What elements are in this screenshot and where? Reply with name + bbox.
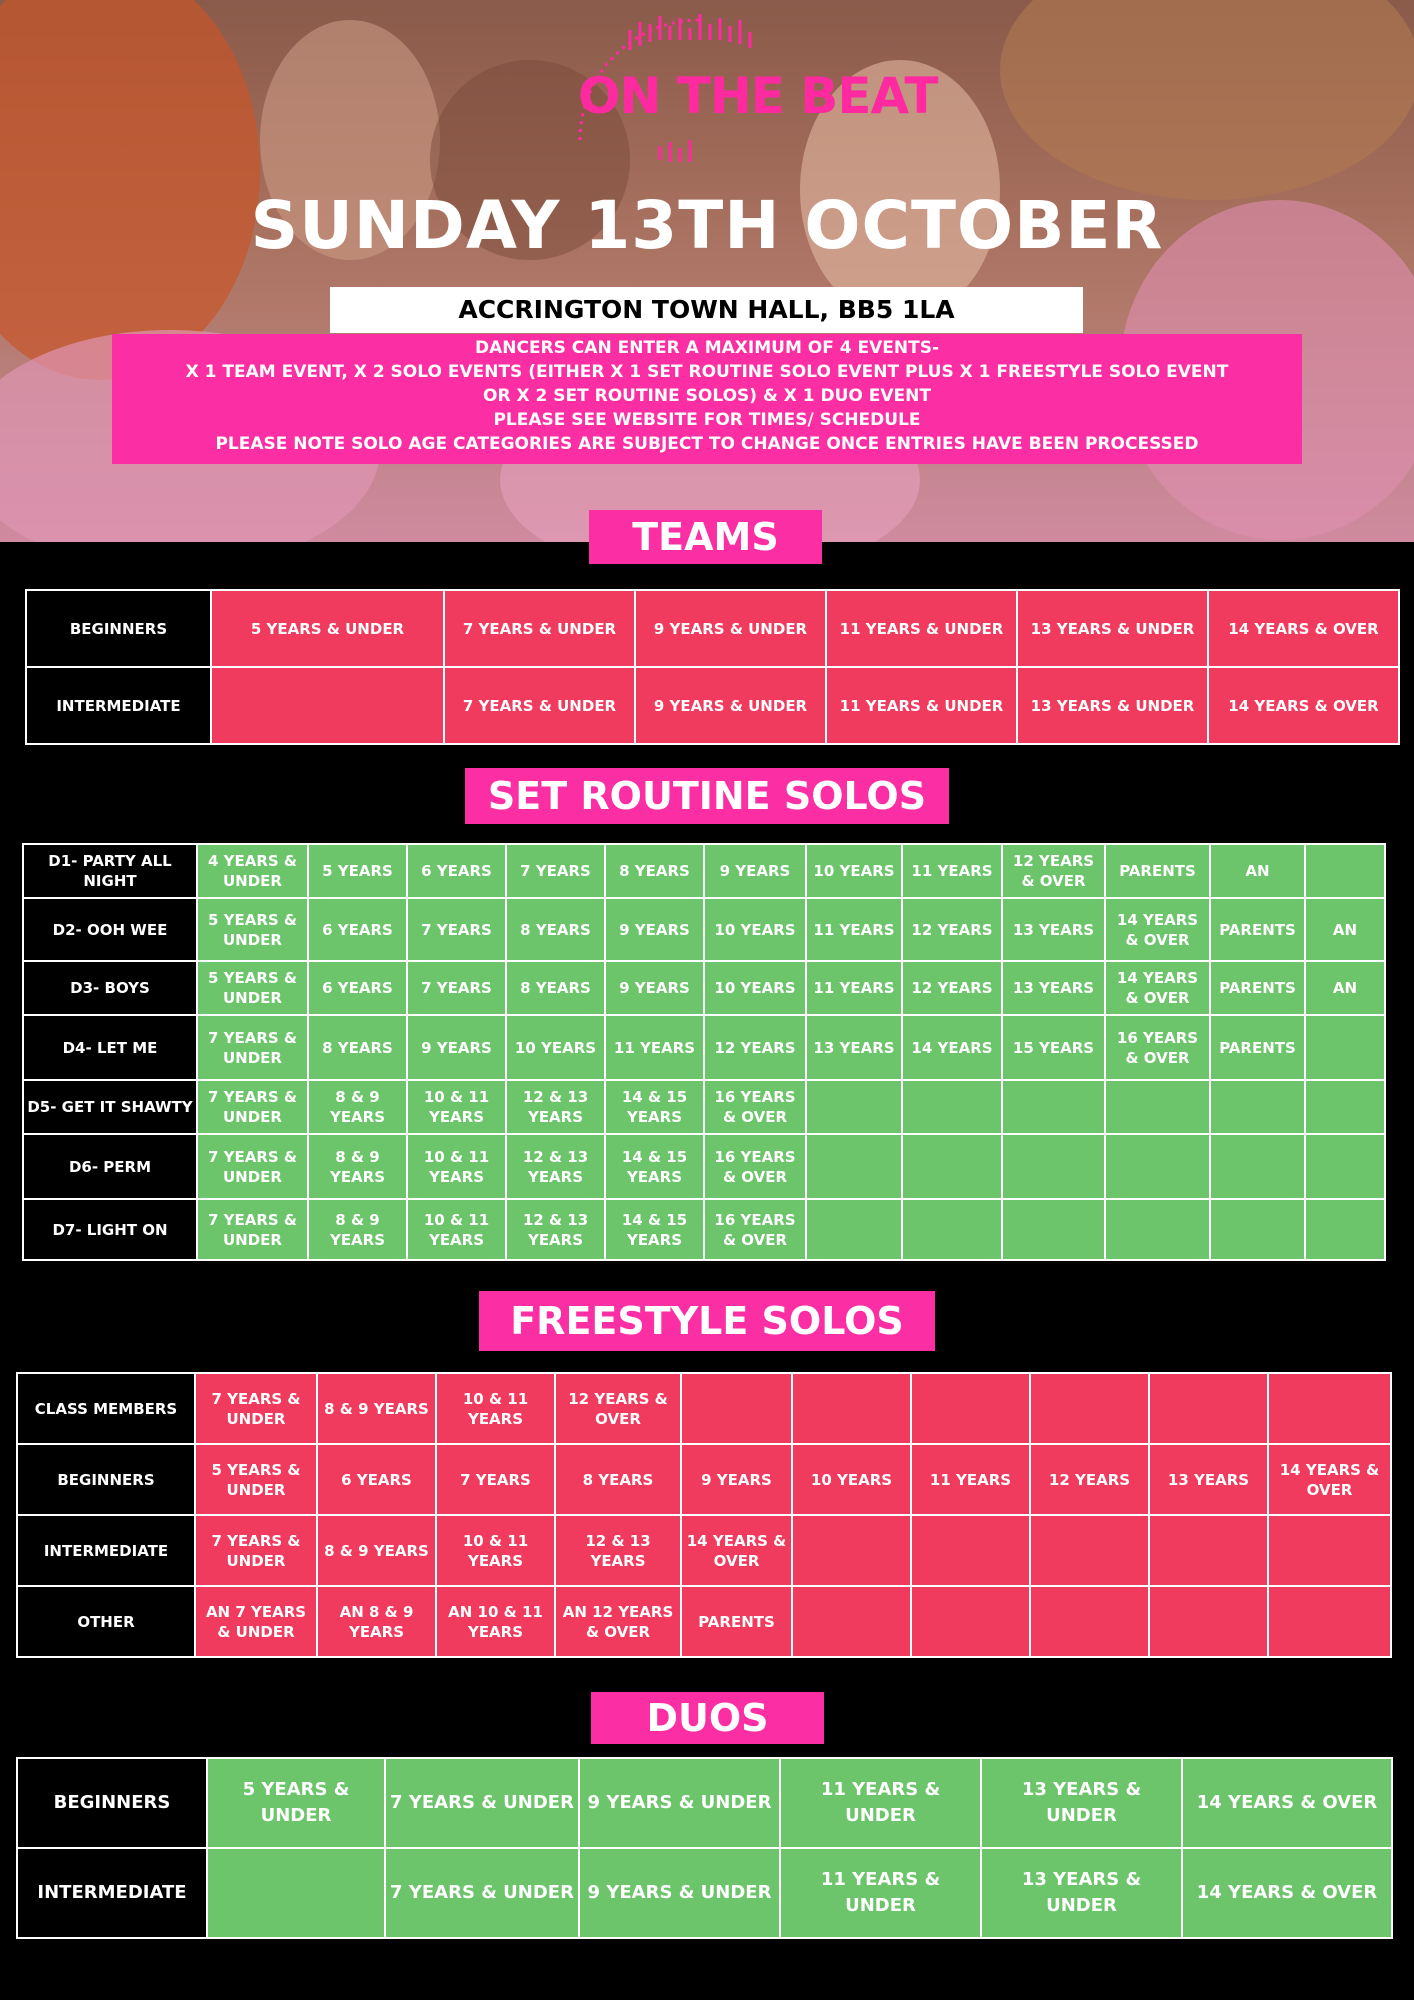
category-cell bbox=[792, 1586, 911, 1657]
category-cell: 5 YEARS & UNDER bbox=[211, 590, 444, 667]
category-cell bbox=[1305, 1015, 1385, 1080]
notice-line: PLEASE SEE WEBSITE FOR TIMES/ SCHEDULE bbox=[493, 410, 921, 430]
category-cell bbox=[911, 1373, 1030, 1444]
category-cell: 13 YEARS bbox=[1002, 898, 1105, 961]
category-cell: 14 & 15 YEARS bbox=[605, 1134, 704, 1199]
category-cell bbox=[902, 1199, 1002, 1260]
category-cell: 14 YEARS & OVER bbox=[1208, 590, 1399, 667]
category-cell: PARENTS bbox=[1210, 898, 1305, 961]
category-cell bbox=[1002, 1134, 1105, 1199]
category-cell: AN bbox=[1210, 844, 1305, 898]
category-cell: 14 YEARS & OVER bbox=[681, 1515, 792, 1586]
category-cell bbox=[1105, 1199, 1210, 1260]
freestyle-solos-table bbox=[16, 1372, 1392, 1658]
table-row bbox=[23, 1080, 1385, 1134]
category-cell: 7 YEARS bbox=[436, 1444, 555, 1515]
category-cell: 8 YEARS bbox=[605, 844, 704, 898]
category-cell bbox=[1268, 1586, 1391, 1657]
category-cell: 8 & 9 YEARS bbox=[308, 1199, 407, 1260]
category-cell: 8 & 9 YEARS bbox=[317, 1515, 436, 1586]
category-cell: 8 YEARS bbox=[555, 1444, 681, 1515]
row-label: OTHER bbox=[17, 1586, 195, 1657]
category-cell bbox=[902, 1080, 1002, 1134]
category-cell: PARENTS bbox=[1210, 1015, 1305, 1080]
category-cell bbox=[1305, 1080, 1385, 1134]
category-cell: 7 YEARS bbox=[407, 961, 506, 1015]
category-cell: 7 YEARS & UNDER bbox=[385, 1758, 579, 1848]
category-cell: 10 YEARS bbox=[704, 898, 806, 961]
category-cell: 12 YEARS & OVER bbox=[555, 1373, 681, 1444]
row-label: INTERMEDIATE bbox=[17, 1848, 207, 1938]
category-cell: AN 12 YEARS & OVER bbox=[555, 1586, 681, 1657]
category-cell: 12 YEARS bbox=[704, 1015, 806, 1080]
row-label: INTERMEDIATE bbox=[17, 1515, 195, 1586]
category-cell: 10 YEARS bbox=[704, 961, 806, 1015]
row-label: D3- BOYS bbox=[23, 961, 197, 1015]
category-cell: 16 YEARS & OVER bbox=[704, 1080, 806, 1134]
category-cell: 9 YEARS & UNDER bbox=[635, 667, 826, 744]
category-cell bbox=[1149, 1586, 1268, 1657]
category-cell: 9 YEARS & UNDER bbox=[579, 1848, 780, 1938]
row-label: D2- OOH WEE bbox=[23, 898, 197, 961]
category-cell: 5 YEARS & UNDER bbox=[197, 898, 308, 961]
category-cell: 9 YEARS & UNDER bbox=[635, 590, 826, 667]
category-cell: 10 & 11 YEARS bbox=[436, 1515, 555, 1586]
category-cell: 7 YEARS & UNDER bbox=[195, 1373, 317, 1444]
category-cell: 6 YEARS bbox=[407, 844, 506, 898]
category-cell: 13 YEARS & UNDER bbox=[1017, 667, 1208, 744]
category-cell: 11 YEARS & UNDER bbox=[780, 1848, 981, 1938]
category-cell: 8 & 9 YEARS bbox=[308, 1080, 407, 1134]
category-cell: 13 YEARS bbox=[1002, 961, 1105, 1015]
category-cell: AN 8 & 9 YEARS bbox=[317, 1586, 436, 1657]
category-cell: 6 YEARS bbox=[317, 1444, 436, 1515]
category-cell: 7 YEARS & UNDER bbox=[197, 1199, 308, 1260]
duos-title: DUOS bbox=[591, 1692, 824, 1744]
category-cell: 14 & 15 YEARS bbox=[605, 1080, 704, 1134]
category-cell: 13 YEARS bbox=[1149, 1444, 1268, 1515]
category-cell bbox=[1105, 1134, 1210, 1199]
category-cell: 7 YEARS & UNDER bbox=[195, 1515, 317, 1586]
category-cell: 5 YEARS & UNDER bbox=[197, 961, 308, 1015]
category-cell: 9 YEARS bbox=[605, 898, 704, 961]
row-label: D7- LIGHT ON bbox=[23, 1199, 197, 1260]
category-cell: 14 YEARS & OVER bbox=[1182, 1758, 1392, 1848]
category-cell bbox=[1030, 1586, 1149, 1657]
logo-text: ON THE BEAT bbox=[578, 67, 938, 125]
category-cell: 5 YEARS & UNDER bbox=[207, 1758, 385, 1848]
table-row bbox=[23, 1015, 1385, 1080]
category-cell: 15 YEARS bbox=[1002, 1015, 1105, 1080]
category-cell: AN 10 & 11 YEARS bbox=[436, 1586, 555, 1657]
category-cell: 13 YEARS & UNDER bbox=[981, 1848, 1182, 1938]
teams-title: TEAMS bbox=[589, 510, 822, 564]
category-cell: 12 YEARS bbox=[902, 898, 1002, 961]
category-cell: 12 YEARS bbox=[902, 961, 1002, 1015]
category-cell bbox=[1268, 1515, 1391, 1586]
category-cell: 13 YEARS & UNDER bbox=[1017, 590, 1208, 667]
category-cell bbox=[1305, 844, 1385, 898]
table-row bbox=[23, 844, 1385, 898]
notice-line: X 1 TEAM EVENT, X 2 SOLO EVENTS (EITHER X 1 SET ROUTINE SOLO EVENT PLUS X 1 FREESTYLE SOLO EVENT bbox=[185, 362, 1229, 382]
row-label: D5- GET IT SHAWTY bbox=[23, 1080, 197, 1134]
category-cell: 16 YEARS & OVER bbox=[1105, 1015, 1210, 1080]
table-row bbox=[23, 961, 1385, 1015]
category-cell: 7 YEARS & UNDER bbox=[444, 667, 635, 744]
table-row bbox=[17, 1444, 1391, 1515]
row-label: D6- PERM bbox=[23, 1134, 197, 1199]
category-cell: 5 YEARS bbox=[308, 844, 407, 898]
category-cell: AN bbox=[1305, 898, 1385, 961]
category-cell bbox=[1030, 1373, 1149, 1444]
category-cell bbox=[211, 667, 444, 744]
category-cell: 11 YEARS & UNDER bbox=[826, 590, 1017, 667]
category-cell: 9 YEARS bbox=[704, 844, 806, 898]
duos-table bbox=[16, 1757, 1393, 1939]
row-label: CLASS MEMBERS bbox=[17, 1373, 195, 1444]
set-routine-solos-table bbox=[22, 843, 1386, 1261]
category-cell: 9 YEARS & UNDER bbox=[579, 1758, 780, 1848]
category-cell: 11 YEARS bbox=[902, 844, 1002, 898]
category-cell bbox=[1268, 1373, 1391, 1444]
category-cell bbox=[911, 1586, 1030, 1657]
category-cell: 10 & 11 YEARS bbox=[407, 1134, 506, 1199]
table-row bbox=[17, 1515, 1391, 1586]
category-cell bbox=[1030, 1515, 1149, 1586]
category-cell: 12 YEARS bbox=[1030, 1444, 1149, 1515]
category-cell bbox=[1149, 1515, 1268, 1586]
category-cell: 8 YEARS bbox=[506, 961, 605, 1015]
category-cell: 11 YEARS & UNDER bbox=[826, 667, 1017, 744]
category-cell: 10 YEARS bbox=[506, 1015, 605, 1080]
category-cell: 7 YEARS & UNDER bbox=[197, 1015, 308, 1080]
category-cell: 14 YEARS bbox=[902, 1015, 1002, 1080]
table-row bbox=[17, 1848, 1392, 1938]
table-row bbox=[26, 590, 1399, 667]
category-cell: 16 YEARS & OVER bbox=[704, 1134, 806, 1199]
category-cell bbox=[1210, 1199, 1305, 1260]
category-cell: 14 YEARS & OVER bbox=[1208, 667, 1399, 744]
event-venue: ACCRINGTON TOWN HALL, BB5 1LA bbox=[330, 287, 1083, 333]
category-cell: 7 YEARS bbox=[407, 898, 506, 961]
row-label: BEGINNERS bbox=[26, 590, 211, 667]
category-cell: 11 YEARS bbox=[911, 1444, 1030, 1515]
category-cell: 12 YEARS & OVER bbox=[1002, 844, 1105, 898]
category-cell: 9 YEARS bbox=[681, 1444, 792, 1515]
category-cell: 5 YEARS & UNDER bbox=[195, 1444, 317, 1515]
category-cell bbox=[792, 1373, 911, 1444]
category-cell bbox=[207, 1848, 385, 1938]
category-cell: PARENTS bbox=[1105, 844, 1210, 898]
category-cell: 11 YEARS bbox=[605, 1015, 704, 1080]
row-label: D4- LET ME bbox=[23, 1015, 197, 1080]
category-cell: 14 YEARS & OVER bbox=[1105, 898, 1210, 961]
category-cell: 12 & 13 YEARS bbox=[506, 1134, 605, 1199]
category-cell: 8 & 9 YEARS bbox=[308, 1134, 407, 1199]
category-cell: 12 & 13 YEARS bbox=[506, 1080, 605, 1134]
row-label: BEGINNERS bbox=[17, 1444, 195, 1515]
table-row bbox=[23, 1134, 1385, 1199]
set-routine-solos-title: SET ROUTINE SOLOS bbox=[465, 768, 949, 824]
category-cell: 12 & 13 YEARS bbox=[555, 1515, 681, 1586]
category-cell: 10 & 11 YEARS bbox=[407, 1080, 506, 1134]
category-cell bbox=[1210, 1134, 1305, 1199]
table-row bbox=[17, 1373, 1391, 1444]
category-cell: 6 YEARS bbox=[308, 898, 407, 961]
freestyle-solos-title: FREESTYLE SOLOS bbox=[479, 1291, 935, 1351]
category-cell bbox=[902, 1134, 1002, 1199]
category-cell: 11 YEARS & UNDER bbox=[780, 1758, 981, 1848]
category-cell: 9 YEARS bbox=[605, 961, 704, 1015]
notice-line: PLEASE NOTE SOLO AGE CATEGORIES ARE SUBJECT TO CHANGE ONCE ENTRIES HAVE BEEN PROCESSED bbox=[215, 434, 1199, 454]
category-cell: 10 YEARS bbox=[806, 844, 902, 898]
category-cell bbox=[806, 1199, 902, 1260]
row-label: BEGINNERS bbox=[17, 1758, 207, 1848]
category-cell: 9 YEARS bbox=[407, 1015, 506, 1080]
category-cell: AN 7 YEARS & UNDER bbox=[195, 1586, 317, 1657]
table-row bbox=[17, 1758, 1392, 1848]
category-cell: PARENTS bbox=[681, 1586, 792, 1657]
category-cell: 10 YEARS bbox=[792, 1444, 911, 1515]
category-cell: 11 YEARS bbox=[806, 961, 902, 1015]
category-cell: 16 YEARS & OVER bbox=[704, 1199, 806, 1260]
row-label: INTERMEDIATE bbox=[26, 667, 211, 744]
category-cell: 13 YEARS & UNDER bbox=[981, 1758, 1182, 1848]
category-cell bbox=[1002, 1080, 1105, 1134]
category-cell: 6 YEARS bbox=[308, 961, 407, 1015]
category-cell bbox=[1105, 1080, 1210, 1134]
category-cell: 14 & 15 YEARS bbox=[605, 1199, 704, 1260]
category-cell bbox=[911, 1515, 1030, 1586]
category-cell: 8 YEARS bbox=[308, 1015, 407, 1080]
category-cell: AN bbox=[1305, 961, 1385, 1015]
table-row bbox=[17, 1586, 1391, 1657]
category-cell: 7 YEARS & UNDER bbox=[444, 590, 635, 667]
category-cell bbox=[1305, 1134, 1385, 1199]
category-cell bbox=[1305, 1199, 1385, 1260]
category-cell: 13 YEARS bbox=[806, 1015, 902, 1080]
table-row bbox=[26, 667, 1399, 744]
entry-rules-notice bbox=[112, 334, 1302, 464]
category-cell bbox=[806, 1080, 902, 1134]
category-cell bbox=[1210, 1080, 1305, 1134]
table-row bbox=[23, 1199, 1385, 1260]
category-cell: 7 YEARS & UNDER bbox=[197, 1134, 308, 1199]
notice-line: OR X 2 SET ROUTINE SOLOS) & X 1 DUO EVENT bbox=[483, 386, 931, 406]
teams-table bbox=[25, 589, 1400, 745]
table-row bbox=[23, 898, 1385, 961]
category-cell: 8 & 9 YEARS bbox=[317, 1373, 436, 1444]
category-cell: 12 & 13 YEARS bbox=[506, 1199, 605, 1260]
category-cell: 14 YEARS & OVER bbox=[1182, 1848, 1392, 1938]
notice-line: DANCERS CAN ENTER A MAXIMUM OF 4 EVENTS- bbox=[474, 338, 940, 358]
row-label: D1- PARTY ALL NIGHT bbox=[23, 844, 197, 898]
category-cell: 7 YEARS bbox=[506, 844, 605, 898]
category-cell: 7 YEARS & UNDER bbox=[385, 1848, 579, 1938]
category-cell: 14 YEARS & OVER bbox=[1268, 1444, 1391, 1515]
category-cell: 7 YEARS & UNDER bbox=[197, 1080, 308, 1134]
category-cell: 4 YEARS & UNDER bbox=[197, 844, 308, 898]
category-cell: 11 YEARS bbox=[806, 898, 902, 961]
category-cell: 10 & 11 YEARS bbox=[436, 1373, 555, 1444]
category-cell bbox=[792, 1515, 911, 1586]
category-cell: 14 YEARS & OVER bbox=[1105, 961, 1210, 1015]
category-cell: PARENTS bbox=[1210, 961, 1305, 1015]
category-cell bbox=[806, 1134, 902, 1199]
category-cell: 10 & 11 YEARS bbox=[407, 1199, 506, 1260]
category-cell bbox=[1149, 1373, 1268, 1444]
category-cell: 8 YEARS bbox=[506, 898, 605, 961]
category-cell bbox=[1002, 1199, 1105, 1260]
event-date: SUNDAY 13TH OCTOBER bbox=[250, 187, 1164, 264]
category-cell bbox=[681, 1373, 792, 1444]
